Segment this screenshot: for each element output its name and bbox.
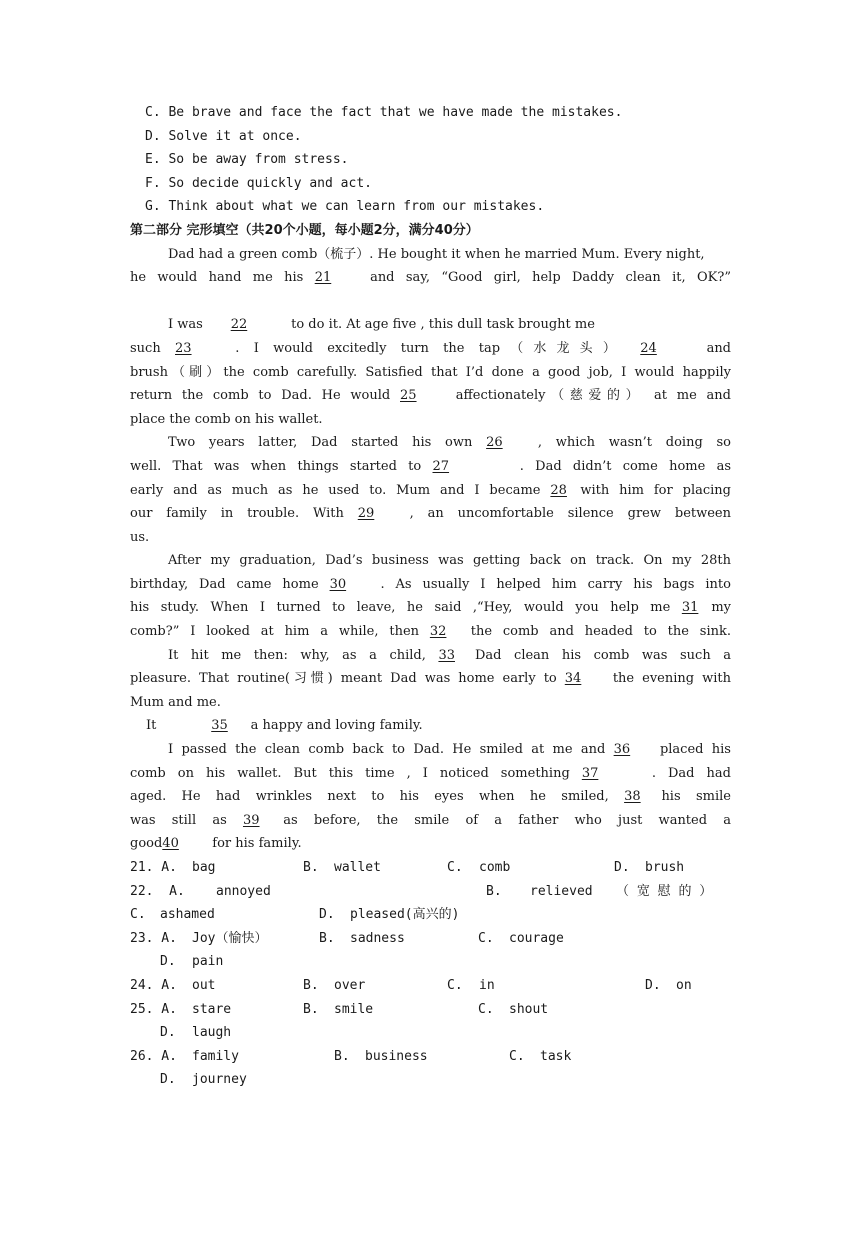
choice-d[interactable]: laugh (192, 1025, 232, 1041)
question-26-cont (130, 1068, 731, 1092)
text-segment: . Dad didn’t come home as (519, 458, 731, 474)
question-number: 25. A. (130, 1001, 177, 1017)
text-segment: good (130, 836, 163, 852)
question-21 (130, 856, 731, 880)
text-segment: , an uncomfortable silence grew between (409, 506, 731, 522)
choice-c-letter: C. (478, 1001, 494, 1017)
choice-d-letter: D. (160, 1025, 176, 1041)
blank-33: 33 (438, 647, 455, 663)
text-segment: birthday, Dad came home (130, 576, 319, 592)
text-segment: our family in trouble. With (130, 506, 344, 522)
text-segment: aged. He had wrinkles next to his eyes when he smiled, (130, 789, 609, 805)
text-segment: and (706, 340, 732, 356)
passage-line (130, 785, 731, 809)
question-26 (130, 1045, 731, 1069)
question-25 (130, 998, 731, 1022)
passage-line (130, 714, 731, 738)
choice-b[interactable]: business (365, 1048, 428, 1064)
spacer (130, 290, 731, 314)
text-segment: well. That was when things started to (130, 458, 422, 474)
choice-c-letter: C. (509, 1048, 525, 1064)
text-segment: early and as much as he used to. Mum and I became (130, 482, 541, 498)
text-segment: , which wasn’t doing so (537, 435, 732, 451)
exam-page (130, 101, 731, 1092)
choice-c[interactable]: ashamed (160, 907, 215, 923)
text-segment: and say, “Good girl, help Daddy clean it, OK?” (370, 270, 731, 286)
blank-30: 30 (329, 576, 347, 592)
choice-b-letter: B. (486, 883, 502, 899)
choice-b[interactable]: smile (334, 1001, 374, 1017)
blank-28: 28 (550, 482, 567, 498)
passage-line (130, 455, 731, 479)
question-number: 23. A. (130, 930, 177, 946)
text-segment: with him for placing (580, 482, 731, 498)
choice-b-letter: B. (319, 930, 335, 946)
choice-b[interactable]: over (334, 977, 366, 993)
passage-line (130, 266, 731, 290)
choice-a[interactable]: annoyed (216, 883, 271, 899)
blank-21: 21 (314, 270, 332, 286)
passage-line (130, 384, 731, 408)
choice-b-letter: B. (334, 1048, 350, 1064)
text-segment: pleasure. That routine(习惯) meant Dad was home early to (130, 671, 557, 687)
choice-c-letter: C. (447, 860, 463, 875)
question-25-cont (130, 1021, 731, 1045)
choice-b-letter: B. (303, 860, 319, 875)
passage-line: brush（刷）the comb carefully. Satisfied that I’d done a good job, I would happily (130, 364, 731, 380)
choice-a[interactable]: stare (192, 1001, 232, 1017)
blank-37: 37 (581, 765, 599, 781)
choice-b[interactable]: wallet (334, 860, 381, 875)
text-segment: return the comb to Dad. He would (130, 388, 391, 404)
text-segment: It (146, 718, 157, 734)
choice-d[interactable]: on (676, 977, 692, 993)
blank-27: 27 (432, 458, 450, 474)
text-segment: to do it. At age five , this dull task brought me (291, 317, 595, 333)
passage-line (130, 644, 731, 668)
choice-c-letter: C. (130, 907, 146, 923)
option-e: E. So be away from stress. (145, 152, 349, 168)
passage-line (130, 762, 731, 786)
choice-c-letter: C. (478, 930, 494, 946)
passage-line (130, 620, 731, 644)
text-segment: . I would excitedly turn the tap（水龙头） (235, 340, 626, 356)
passage-line (130, 573, 731, 597)
passage-line (130, 667, 731, 691)
text-segment: he would hand me his (130, 270, 304, 286)
choice-b[interactable]: sadness (350, 930, 405, 946)
blank-32: 32 (429, 624, 447, 640)
choice-d-letter: D. (160, 954, 176, 970)
choice-a[interactable]: family (192, 1048, 239, 1064)
text-segment: I was (168, 317, 203, 333)
passage-line (130, 313, 731, 337)
passage-line (130, 596, 731, 620)
text-segment: . As usually I helped him carry his bags into (380, 576, 731, 592)
option-g: G. Think about what we can learn from our mistakes. (145, 199, 545, 215)
choice-d-letter: D. (614, 860, 630, 875)
text-segment: for his family. (212, 836, 302, 852)
choice-d[interactable]: pain (192, 954, 224, 970)
choice-a[interactable]: bag (192, 860, 216, 875)
choice-b-letter: B. (303, 977, 319, 993)
passage-line: place the comb on his wallet. (130, 411, 323, 427)
choice-d[interactable]: journey (192, 1072, 247, 1088)
choice-d-letter: D. (319, 907, 335, 923)
question-23 (130, 927, 731, 951)
question-number: 22. A. (130, 883, 185, 899)
question-number: 21. A. (130, 860, 177, 875)
choice-d[interactable]: pleased(高兴的) (350, 907, 460, 923)
choice-b-letter: B. (303, 1001, 319, 1017)
passage-line: After my graduation, Dad’s business was getting back on track. On my 28th (168, 553, 731, 569)
choice-b[interactable]: relieved (530, 883, 593, 899)
blank-34: 34 (564, 671, 582, 687)
choice-a[interactable]: out (192, 977, 216, 993)
choice-d-letter: D. (160, 1072, 176, 1088)
passage-line (130, 431, 731, 455)
passage-line: us. (130, 529, 150, 545)
text-segment: comb on his wallet. But this time , I noticed something (130, 765, 570, 781)
text-segment: . Dad had (651, 765, 731, 781)
text-segment: his study. When I turned to leave, he said ,“Hey, would you help me (130, 600, 671, 616)
option-c: C. Be brave and face the fact that we have made the mistakes. (145, 105, 623, 120)
blank-40: 40 (162, 836, 179, 852)
choice-d-letter: D. (645, 977, 661, 993)
text-segment: comb?” I looked at him a while, then (130, 624, 420, 640)
question-22 (130, 880, 731, 904)
text-segment: his smile (661, 789, 731, 805)
blank-23: 23 (175, 340, 192, 356)
choice-d[interactable]: brush (645, 860, 685, 875)
question-22-cont (130, 903, 731, 927)
choice-c[interactable]: shout (509, 1001, 549, 1017)
blank-24: 24 (640, 340, 657, 356)
passage-line (130, 832, 731, 856)
text-segment: my (711, 600, 731, 616)
blank-38: 38 (624, 789, 641, 805)
text-segment: the evening with (612, 671, 731, 687)
question-24 (130, 974, 731, 998)
question-number: 26. A. (130, 1048, 177, 1064)
text-segment: Dad clean his comb was such a (475, 647, 732, 663)
question-number: 24. A. (130, 977, 177, 993)
text-segment: affectionately（慈爱的） at me and (455, 388, 731, 404)
passage-line (130, 337, 731, 361)
text-segment: such (130, 340, 161, 356)
choice-c-letter: C. (447, 977, 463, 993)
option-d: D. Solve it at once. (145, 128, 302, 144)
text-segment: Two years latter, Dad started his own (168, 435, 473, 451)
blank-22: 22 (230, 317, 248, 333)
question-23-cont (130, 950, 731, 974)
passage-line (130, 502, 731, 526)
blank-29: 29 (357, 506, 375, 522)
choice-c[interactable]: in (479, 977, 495, 993)
blank-26: 26 (486, 435, 503, 451)
text-segment: was still as (130, 812, 227, 828)
text-segment: I passed the clean comb back to Dad. He smiled at me and (168, 742, 606, 758)
text-segment: It hit me then: why, as a child, (168, 647, 426, 663)
blank-31: 31 (681, 600, 699, 616)
choice-c[interactable]: comb (479, 860, 511, 875)
blank-35: 35 (211, 718, 228, 734)
text-segment: a happy and loving family. (250, 718, 423, 734)
blank-25: 25 (400, 388, 417, 404)
text-segment: as before, the smile of a father who just wanted a (283, 812, 732, 828)
choice-b-gloss: （ 宽 慰 的 ） (616, 883, 713, 899)
passage-line (130, 738, 731, 762)
blank-36: 36 (613, 742, 631, 758)
passage-line: Dad had a green comb（梳子）. He bought it when he married Mum. Every night, (168, 246, 705, 262)
choice-c[interactable]: courage (509, 930, 564, 946)
passage-line (130, 479, 731, 503)
choice-a[interactable]: Joy（愉快） (192, 930, 268, 946)
text-segment: the comb and headed to the sink. (470, 624, 732, 640)
passage-line: Mum and me. (130, 694, 221, 710)
text-segment: placed his (659, 742, 731, 758)
choice-c[interactable]: task (540, 1048, 572, 1064)
option-f: F. So decide quickly and act. (145, 175, 372, 191)
passage-line (130, 809, 731, 833)
blank-39: 39 (242, 812, 260, 828)
section-title: 第二部分 完形填空（共20个小题，每小题2分，满分40分） (130, 222, 479, 238)
